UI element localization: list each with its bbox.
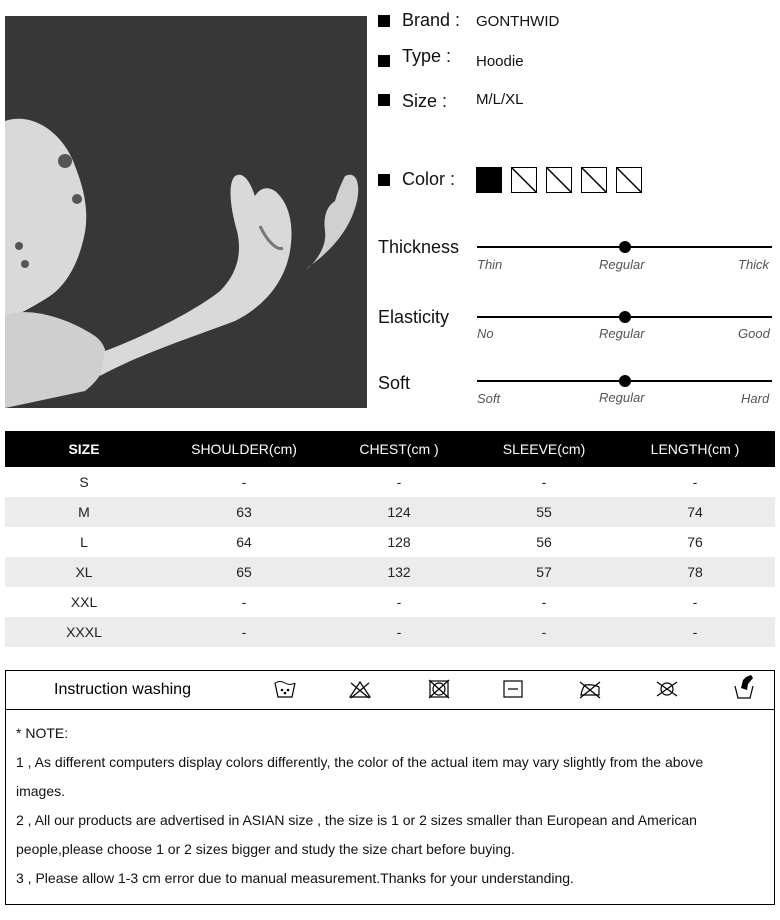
note-line: images.	[16, 783, 66, 799]
table-cell: -	[692, 594, 698, 610]
table-cell: -	[473, 617, 615, 647]
table-row	[5, 617, 775, 647]
table-cell: M	[5, 497, 163, 527]
table-cell: 76	[687, 534, 703, 550]
note-heading: * NOTE:	[16, 725, 69, 741]
size-value: M/L/XL	[476, 91, 524, 108]
table-header-row	[5, 431, 775, 467]
scale-tick-high: Hard	[741, 391, 770, 406]
scale-tick-high: Thick	[738, 257, 770, 272]
size-chart-table	[5, 431, 775, 647]
do-not-bleach-icon	[349, 679, 371, 699]
column-header-chest: CHEST(cm )	[325, 431, 473, 467]
bullet-icon	[378, 174, 390, 186]
table-cell: -	[396, 474, 402, 490]
do-not-tumble-dry-icon	[428, 679, 450, 699]
color-label: Color :	[402, 169, 456, 189]
scale-indicator	[619, 241, 631, 253]
table-cell: 63	[163, 497, 325, 527]
table-cell: XL	[5, 557, 163, 587]
color-swatch-unavailable	[546, 167, 572, 193]
column-header-size: SIZE	[5, 431, 163, 467]
table-cell: 132	[325, 557, 473, 587]
scale-tick-high: Good	[738, 326, 770, 341]
scale-tick-mid: Regular	[599, 390, 645, 405]
type-value: Hoodie	[476, 53, 524, 70]
dry-flat-icon	[502, 679, 524, 699]
bullet-icon	[378, 55, 390, 67]
hand-wash-icon	[733, 674, 755, 700]
scale-tick-low: No	[477, 326, 494, 341]
notes-section	[5, 708, 775, 905]
table-cell: -	[241, 474, 247, 490]
table-cell: -	[615, 617, 775, 647]
do-not-iron-icon	[579, 679, 601, 699]
table-cell: 64	[236, 534, 252, 550]
table-cell: 78	[615, 557, 775, 587]
product-photo	[5, 16, 367, 408]
table-cell: -	[163, 617, 325, 647]
table-cell: L	[80, 534, 88, 550]
table-row	[5, 527, 775, 557]
note-line: 3 , Please allow 1-3 cm error due to manual measurement.Thanks for your understanding.	[16, 870, 574, 886]
brand-label: Brand :	[402, 10, 461, 30]
color-swatch-unavailable	[511, 167, 537, 193]
table-cell: 56	[536, 534, 552, 550]
scale-tick-mid: Regular	[599, 257, 645, 272]
scale-tick-low: Thin	[477, 257, 503, 272]
table-cell: 65	[163, 557, 325, 587]
scale-label: Soft	[378, 373, 411, 393]
washing-title: Instruction washing	[54, 681, 191, 698]
table-cell: XXXL	[5, 617, 163, 647]
hoodie-print-graphic	[5, 16, 367, 408]
type-label: Type :	[402, 46, 452, 66]
table-cell: 57	[473, 557, 615, 587]
table-row	[5, 557, 775, 587]
column-header-shoulder: SHOULDER(cm)	[163, 431, 325, 467]
scale-tick-low: Soft	[477, 391, 501, 406]
scale-label: Elasticity	[378, 307, 450, 327]
scale-indicator	[619, 311, 631, 323]
table-cell: 124	[325, 497, 473, 527]
table-cell: 74	[615, 497, 775, 527]
table-cell: 55	[473, 497, 615, 527]
color-swatch-unavailable	[581, 167, 607, 193]
column-header-sleeve: SLEEVE(cm)	[473, 431, 615, 467]
table-row	[5, 467, 775, 497]
table-cell: -	[541, 594, 547, 610]
color-swatch-unavailable	[616, 167, 642, 193]
color-swatch-black[interactable]	[476, 167, 502, 193]
scale-tick-mid: Regular	[599, 326, 645, 341]
hand-wash-30-icon	[274, 679, 296, 699]
do-not-dry-clean-icon	[656, 679, 678, 699]
table-cell: -	[325, 617, 473, 647]
table-cell: S	[79, 474, 89, 490]
brand-value: GONTHWID	[476, 13, 560, 30]
table-cell: XXL	[70, 594, 98, 610]
scale-label: Thickness	[378, 237, 460, 257]
table-cell: -	[541, 474, 547, 490]
note-line: people,please choose 1 or 2 sizes bigger and study the size chart before buying.	[16, 841, 515, 857]
table-cell: 128	[387, 534, 411, 550]
bullet-icon	[378, 15, 390, 27]
size-label: Size :	[402, 91, 448, 111]
note-line: 1 , As different computers display colors differently, the color of the actual item may vary slightly from the above	[16, 754, 704, 770]
note-line: 2 , All our products are advertised in ASIAN size , the size is 1 or 2 sizes smaller than European and American	[16, 812, 697, 828]
table-cell: -	[692, 474, 698, 490]
bullet-icon	[378, 94, 390, 106]
table-cell: -	[241, 594, 247, 610]
washing-instructions-bar	[5, 670, 775, 710]
table-row	[5, 497, 775, 527]
column-header-length: LENGTH(cm )	[615, 431, 775, 467]
table-cell: -	[396, 594, 402, 610]
scale-indicator	[619, 375, 631, 387]
table-row	[5, 587, 775, 617]
